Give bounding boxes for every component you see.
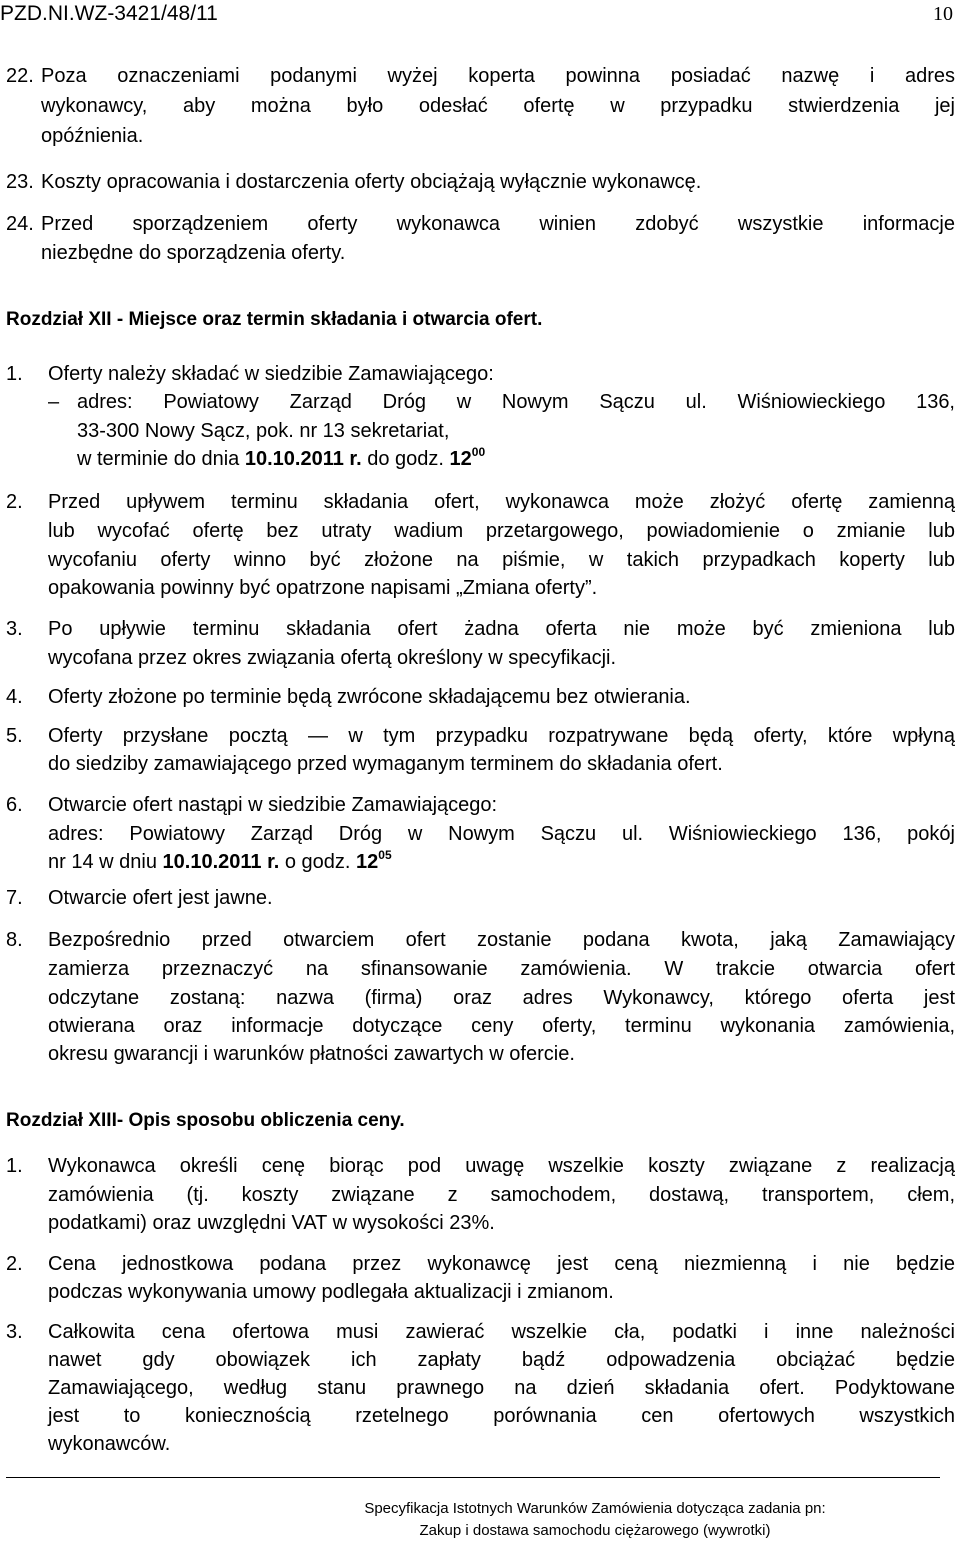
list-item-text: lub wycofać ofertę bez utraty wadium przetargowego, powiadomienie o zmianie lub: [48, 520, 955, 542]
deadline-line: [77, 445, 486, 470]
opening-date: 10.10.2011 r.: [162, 851, 280, 873]
list-item-number: 8.: [6, 929, 23, 951]
list-item-number: 22.: [6, 65, 34, 87]
list-item-text: 33-300 Nowy Sącz, pok. nr 13 sekretariat,: [77, 420, 450, 442]
deadline-minutes: 00: [471, 445, 486, 459]
list-item-text: odczytane zostaną: nazwa (firma) oraz adres Wykonawcy, którego oferta jest: [48, 987, 955, 1009]
footer-line-2: Zakup i dostawa samochodu ciężarowego (wywrotki): [419, 1522, 771, 1539]
list-item-number: 4.: [6, 686, 23, 708]
chapter-heading: Rozdział XIII- Opis sposobu obliczenia ceny.: [6, 1110, 405, 1131]
list-item-text: Cena jednostkowa podana przez wykonawcę jest ceną niezmienną i nie będzie: [48, 1253, 955, 1275]
dash-bullet-icon: –: [48, 391, 60, 413]
opening-hour: 12: [356, 851, 379, 873]
list-item-number: 6.: [6, 794, 23, 816]
list-item-text: Bezpośrednio przed otwarciem ofert zostanie podana kwota, jaką Zamawiający: [48, 929, 955, 951]
list-item-text: Poza oznaczeniami podanymi wyżej koperta powinna posiadać nazwę i adres: [41, 65, 955, 87]
list-item-text: Oferty należy składać w siedzibie Zamawiającego:: [48, 363, 494, 385]
list-item-text: Po upływie terminu składania ofert żadna oferta nie może być zmieniona lub: [48, 618, 955, 640]
list-item-text: podczas wykonywania umowy podlegała aktualizacji i zmianom.: [48, 1281, 614, 1303]
opening-minutes: 05: [378, 848, 392, 862]
list-item-text: wycofana przez okres związania ofertą określony w specyfikacji.: [48, 647, 617, 669]
list-item-text: Całkowita cena ofertowa musi zawierać wszelkie cła, podatki i inne należności: [48, 1321, 955, 1343]
list-item-number: 1.: [6, 1155, 23, 1177]
list-item-text: okresu gwarancji i warunków płatności zawartych w ofercie.: [48, 1043, 575, 1065]
list-item-text: do siedziby zamawiającego przed wymaganym terminem do składania ofert.: [48, 753, 723, 775]
document-id: PZD.NI.WZ-3421/48/11: [0, 2, 218, 25]
list-item-text: zamierza przeznaczyć na sfinansowanie zamówienia. W trakcie otwarcia ofert: [48, 958, 955, 980]
opening-time-line: [48, 848, 392, 873]
opening-label: nr 14 w dniu: [48, 851, 163, 873]
list-item-text: opóźnienia.: [41, 125, 144, 147]
list-item-number: 23.: [6, 171, 34, 193]
list-item-number: 3.: [6, 1321, 23, 1343]
list-item-number: 7.: [6, 887, 23, 909]
deadline-label: w terminie do dnia: [77, 448, 245, 470]
list-item-text: Oferty przysłane pocztą — w tym przypadku rozpatrywane będą oferty, które wpłyną: [48, 725, 955, 747]
footer-divider: [6, 1477, 940, 1478]
list-item-text: Przed upływem terminu składania ofert, wykonawca może złożyć ofertę zamienną: [48, 491, 955, 513]
list-item-text: wycofaniu oferty winno być złożone na piśmie, w takich przypadkach koperty lub: [48, 549, 955, 571]
list-item-text: Wykonawca określi cenę biorąc pod uwagę wszelkie koszty związane z realizacją: [48, 1155, 955, 1177]
deadline-hour: 12: [449, 448, 472, 470]
list-item-text: Przed sporządzeniem oferty wykonawca winien zdobyć wszystkie informacje: [41, 213, 955, 235]
deadline-hour-label: do godz.: [361, 448, 450, 470]
list-item-number: 3.: [6, 618, 23, 640]
chapter-heading: Rozdział XII - Miejsce oraz termin składania i otwarcia ofert.: [6, 309, 543, 330]
deadline-date: 10.10.2011 r.: [244, 448, 362, 470]
list-item-text: zamówienia (tj. koszty związane z samochodem, dostawą, transportem, cłem,: [48, 1184, 955, 1206]
list-item-text: jest to koniecznością rzetelnego porównania cen ofertowych wszystkich: [48, 1405, 955, 1427]
opening-hour-label: o godz.: [279, 851, 357, 873]
list-item-text: opakowania powinny być opatrzone napisami „Zmiana oferty”.: [48, 577, 598, 599]
list-item-number: 5.: [6, 725, 23, 747]
list-item-text: Otwarcie ofert jest jawne.: [48, 887, 273, 909]
list-item-text: Otwarcie ofert nastąpi w siedzibie Zamawiającego:: [48, 794, 498, 816]
list-item-number: 24.: [6, 213, 34, 235]
list-item-text: Koszty opracowania i dostarczenia oferty obciążają wyłącznie wykonawcę.: [41, 171, 702, 193]
page-number: 10: [933, 3, 953, 25]
list-item-text: Oferty złożone po terminie będą zwrócone składającemu bez otwierania.: [48, 686, 691, 708]
list-item-text: Zamawiającego, według stanu prawnego na dzień składania ofert. Podyktowane: [48, 1377, 955, 1399]
list-item-text: otwierana oraz informacje dotyczące ceny oferty, terminu wykonania zamówienia,: [48, 1015, 955, 1037]
list-item-number: 2.: [6, 491, 23, 513]
list-item-number: 2.: [6, 1253, 23, 1275]
list-item-text: adres: Powiatowy Zarząd Dróg w Nowym Sączu ul. Wiśniowieckiego 136, pokój: [48, 823, 955, 845]
list-item-number: 1.: [6, 363, 23, 385]
list-item-text: wykonawcy, aby można było odesłać ofertę w przypadku stwierdzenia jej: [41, 95, 955, 117]
list-item-text: niezbędne do sporządzenia oferty.: [41, 242, 346, 264]
list-item-text: wykonawców.: [48, 1433, 171, 1455]
list-item-text: nawet gdy obowiązek ich zapłaty bądź odpowadzenia obciążać będzie: [48, 1349, 955, 1371]
list-item-text: podatkami) oraz uwzględni VAT w wysokości 23%.: [48, 1212, 495, 1234]
footer-line-1: Specyfikacja Istotnych Warunków Zamówienia dotycząca zadania pn:: [364, 1500, 826, 1517]
list-item-text: adres: Powiatowy Zarząd Dróg w Nowym Sączu ul. Wiśniowieckiego 136,: [77, 391, 955, 413]
